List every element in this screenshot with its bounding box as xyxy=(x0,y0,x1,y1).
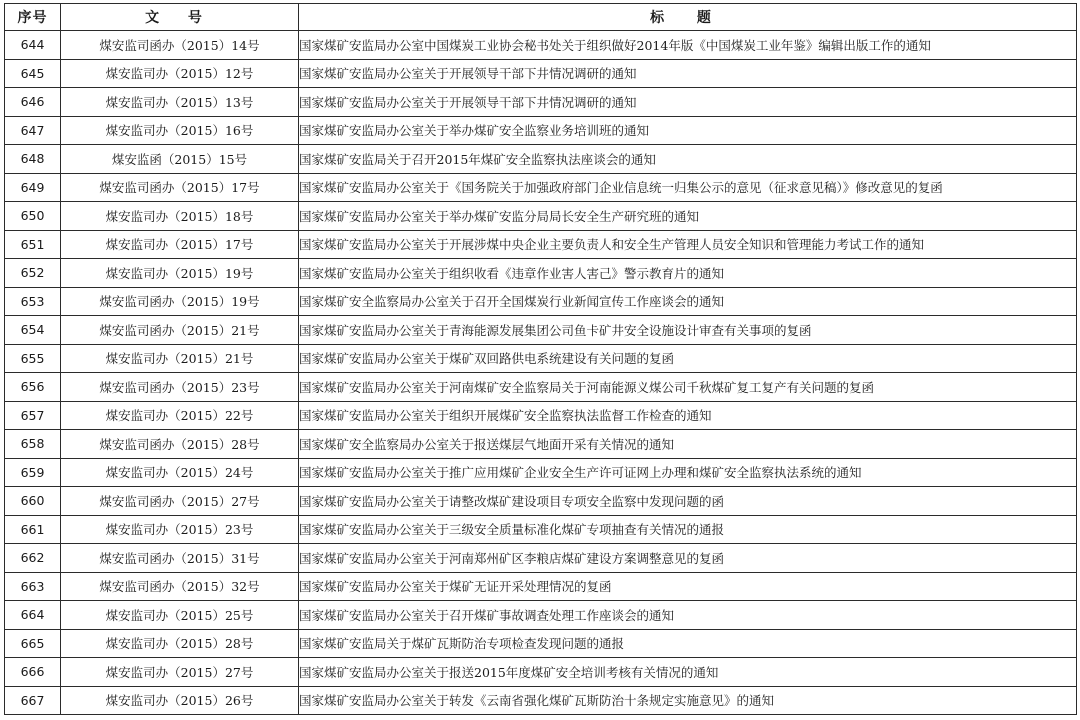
cell-docno: 煤安监司办（2015）27号 xyxy=(61,658,299,687)
table-body xyxy=(5,31,1077,715)
cell-seq: 657 xyxy=(5,401,61,430)
cell-seq: 654 xyxy=(5,316,61,345)
table-row xyxy=(5,544,1077,573)
cell-title: 国家煤矿安监局办公室关于三级安全质量标准化煤矿专项抽查有关情况的通报 xyxy=(299,515,1077,544)
cell-docno: 煤安监函（2015）15号 xyxy=(61,145,299,174)
cell-seq: 648 xyxy=(5,145,61,174)
table-row xyxy=(5,259,1077,288)
cell-title: 国家煤矿安监局办公室关于报送2015年度煤矿安全培训考核有关情况的通知 xyxy=(299,658,1077,687)
cell-docno: 煤安监司办（2015）22号 xyxy=(61,401,299,430)
cell-seq: 660 xyxy=(5,487,61,516)
table-row xyxy=(5,373,1077,402)
table-row xyxy=(5,572,1077,601)
table-row xyxy=(5,487,1077,516)
header-docno: 文 号 xyxy=(61,4,299,31)
cell-docno: 煤安监司函办（2015）19号 xyxy=(61,287,299,316)
table-row xyxy=(5,230,1077,259)
cell-title: 国家煤矿安监局办公室关于《国务院关于加强政府部门企业信息统一归集公示的意见（征求意见稿）》修改意见的复函 xyxy=(299,173,1077,202)
cell-title: 国家煤矿安监局关于召开2015年煤矿安全监察执法座谈会的通知 xyxy=(299,145,1077,174)
cell-title: 国家煤矿安监局办公室关于组织开展煤矿安全监察执法监督工作检查的通知 xyxy=(299,401,1077,430)
cell-docno: 煤安监司办（2015）28号 xyxy=(61,629,299,658)
cell-seq: 646 xyxy=(5,88,61,117)
cell-seq: 647 xyxy=(5,116,61,145)
cell-seq: 655 xyxy=(5,344,61,373)
cell-docno: 煤安监司办（2015）17号 xyxy=(61,230,299,259)
table-row xyxy=(5,686,1077,715)
cell-docno: 煤安监司办（2015）25号 xyxy=(61,601,299,630)
cell-seq: 659 xyxy=(5,458,61,487)
table-row xyxy=(5,287,1077,316)
table-row xyxy=(5,515,1077,544)
cell-title: 国家煤矿安监局办公室关于举办煤矿安全监察业务培训班的通知 xyxy=(299,116,1077,145)
cell-docno: 煤安监司办（2015）23号 xyxy=(61,515,299,544)
table-row xyxy=(5,31,1077,60)
cell-docno: 煤安监司办（2015）21号 xyxy=(61,344,299,373)
cell-title: 国家煤矿安监局办公室关于组织收看《违章作业害人害己》警示教育片的通知 xyxy=(299,259,1077,288)
cell-title: 国家煤矿安监局办公室关于开展涉煤中央企业主要负责人和安全生产管理人员安全知识和管理能力考试工作的通知 xyxy=(299,230,1077,259)
cell-seq: 664 xyxy=(5,601,61,630)
cell-seq: 649 xyxy=(5,173,61,202)
header-seq: 序号 xyxy=(5,4,61,31)
table-header xyxy=(5,4,1077,31)
table-row xyxy=(5,430,1077,459)
cell-title: 国家煤矿安监局办公室关于煤矿双回路供电系统建设有关问题的复函 xyxy=(299,344,1077,373)
table-row xyxy=(5,202,1077,231)
cell-docno: 煤安监司办（2015）19号 xyxy=(61,259,299,288)
cell-title: 国家煤矿安监局办公室关于举办煤矿安监分局局长安全生产研究班的通知 xyxy=(299,202,1077,231)
cell-docno: 煤安监司函办（2015）21号 xyxy=(61,316,299,345)
cell-title: 国家煤矿安监局办公室关于推广应用煤矿企业安全生产许可证网上办理和煤矿安全监察执法系统的通知 xyxy=(299,458,1077,487)
cell-seq: 665 xyxy=(5,629,61,658)
table-row xyxy=(5,601,1077,630)
cell-seq: 661 xyxy=(5,515,61,544)
header-row xyxy=(5,4,1077,31)
header-title: 标 题 xyxy=(299,4,1077,31)
cell-seq: 645 xyxy=(5,59,61,88)
cell-title: 国家煤矿安监局办公室关于转发《云南省强化煤矿瓦斯防治十条规定实施意见》的通知 xyxy=(299,686,1077,715)
cell-docno: 煤安监司函办（2015）27号 xyxy=(61,487,299,516)
cell-title: 国家煤矿安监局关于煤矿瓦斯防治专项检查发现问题的通报 xyxy=(299,629,1077,658)
cell-docno: 煤安监司办（2015）13号 xyxy=(61,88,299,117)
cell-title: 国家煤矿安监局办公室关于河南郑州矿区李粮店煤矿建设方案调整意见的复函 xyxy=(299,544,1077,573)
cell-seq: 653 xyxy=(5,287,61,316)
cell-docno: 煤安监司办（2015）12号 xyxy=(61,59,299,88)
cell-seq: 651 xyxy=(5,230,61,259)
cell-title: 国家煤矿安监局办公室中国煤炭工业协会秘书处关于组织做好2014年版《中国煤炭工业年鉴》编辑出版工作的通知 xyxy=(299,31,1077,60)
cell-seq: 667 xyxy=(5,686,61,715)
table-row xyxy=(5,145,1077,174)
cell-seq: 644 xyxy=(5,31,61,60)
table-row xyxy=(5,629,1077,658)
cell-seq: 663 xyxy=(5,572,61,601)
cell-seq: 652 xyxy=(5,259,61,288)
cell-title: 国家煤矿安监局办公室关于开展领导干部下井情况调研的通知 xyxy=(299,59,1077,88)
cell-docno: 煤安监司函办（2015）32号 xyxy=(61,572,299,601)
table-row xyxy=(5,173,1077,202)
cell-seq: 662 xyxy=(5,544,61,573)
cell-docno: 煤安监司函办（2015）23号 xyxy=(61,373,299,402)
table-row xyxy=(5,458,1077,487)
cell-docno: 煤安监司办（2015）24号 xyxy=(61,458,299,487)
table-row xyxy=(5,316,1077,345)
cell-docno: 煤安监司函办（2015）28号 xyxy=(61,430,299,459)
table-row xyxy=(5,116,1077,145)
cell-docno: 煤安监司办（2015）18号 xyxy=(61,202,299,231)
cell-title: 国家煤矿安全监察局办公室关于召开全国煤炭行业新闻宣传工作座谈会的通知 xyxy=(299,287,1077,316)
cell-title: 国家煤矿安监局办公室关于请整改煤矿建设项目专项安全监察中发现问题的函 xyxy=(299,487,1077,516)
cell-seq: 658 xyxy=(5,430,61,459)
table-row xyxy=(5,59,1077,88)
cell-title: 国家煤矿安全监察局办公室关于报送煤层气地面开采有关情况的通知 xyxy=(299,430,1077,459)
table-row xyxy=(5,344,1077,373)
cell-title: 国家煤矿安监局办公室关于青海能源发展集团公司鱼卡矿井安全设施设计审查有关事项的复函 xyxy=(299,316,1077,345)
cell-docno: 煤安监司办（2015）26号 xyxy=(61,686,299,715)
cell-seq: 650 xyxy=(5,202,61,231)
table-row xyxy=(5,658,1077,687)
cell-docno: 煤安监司办（2015）16号 xyxy=(61,116,299,145)
cell-title: 国家煤矿安监局办公室关于开展领导干部下井情况调研的通知 xyxy=(299,88,1077,117)
cell-title: 国家煤矿安监局办公室关于煤矿无证开采处理情况的复函 xyxy=(299,572,1077,601)
cell-title: 国家煤矿安监局办公室关于召开煤矿事故调查处理工作座谈会的通知 xyxy=(299,601,1077,630)
cell-docno: 煤安监司函办（2015）14号 xyxy=(61,31,299,60)
cell-seq: 666 xyxy=(5,658,61,687)
table-row xyxy=(5,401,1077,430)
cell-docno: 煤安监司函办（2015）31号 xyxy=(61,544,299,573)
cell-title: 国家煤矿安监局办公室关于河南煤矿安全监察局关于河南能源义煤公司千秋煤矿复工复产有关问题的复函 xyxy=(299,373,1077,402)
table-row xyxy=(5,88,1077,117)
cell-docno: 煤安监司函办（2015）17号 xyxy=(61,173,299,202)
document-table xyxy=(4,3,1077,715)
cell-seq: 656 xyxy=(5,373,61,402)
